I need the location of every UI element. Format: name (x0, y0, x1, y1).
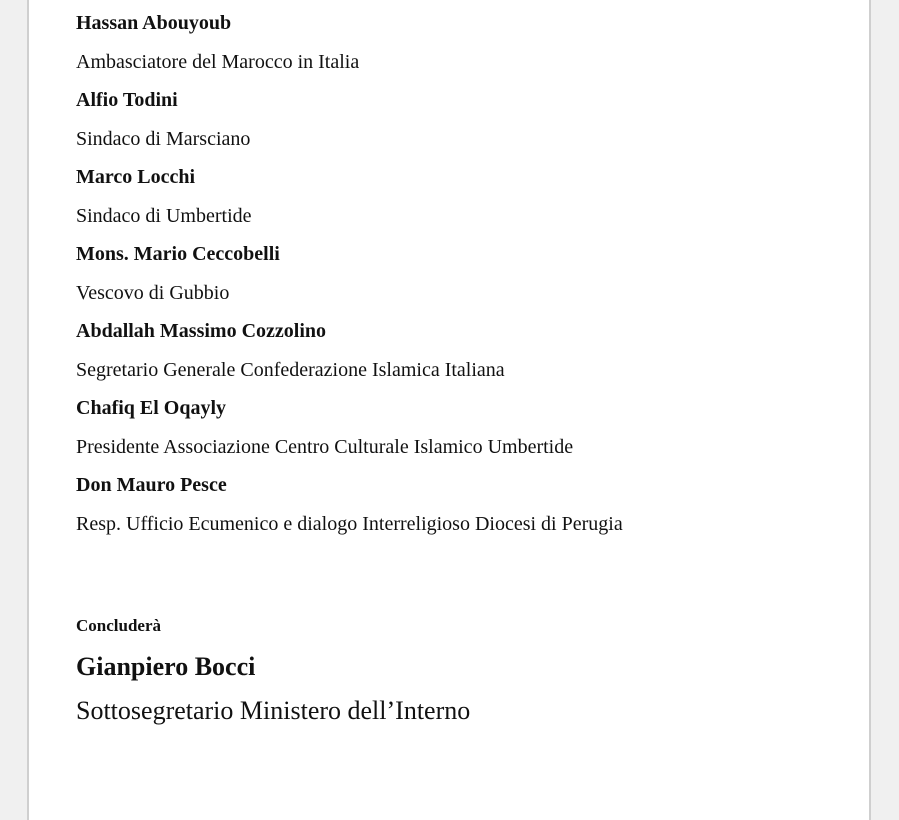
speaker-name: Hassan Abouyoub (76, 12, 232, 34)
speaker-role: Segretario Generale Confederazione Islamica Italiana (76, 358, 505, 381)
speaker-entry (76, 4, 849, 81)
speaker-name: Chafiq El Oqayly (76, 397, 227, 419)
speaker-name: Mons. Mario Ceccobelli (76, 243, 280, 265)
speaker-entry (76, 312, 849, 389)
speaker-entry (76, 389, 849, 466)
speaker-name: Marco Locchi (76, 166, 196, 188)
closing-speaker-role: Sottosegretario Ministero dell’Interno (76, 696, 471, 725)
speaker-name: Don Mauro Pesce (76, 474, 227, 496)
speaker-entry (76, 81, 849, 158)
document-page (27, 0, 871, 820)
speaker-name: Abdallah Massimo Cozzolino (76, 320, 327, 342)
speaker-role: Sindaco di Umbertide (76, 204, 252, 227)
speaker-role: Sindaco di Marsciano (76, 127, 251, 150)
closing-speaker-name: Gianpiero Bocci (76, 652, 256, 681)
document-content (76, 4, 849, 725)
speaker-role: Presidente Associazione Centro Culturale Islamico Umbertide (76, 435, 574, 458)
speaker-entry (76, 158, 849, 235)
speaker-name: Alfio Todini (76, 89, 178, 111)
closing-label: Concluderà (76, 616, 161, 635)
speaker-role: Vescovo di Gubbio (76, 281, 230, 304)
speaker-entry (76, 235, 849, 312)
speaker-role: Ambasciatore del Marocco in Italia (76, 50, 360, 73)
speaker-entry (76, 466, 849, 543)
speaker-role: Resp. Ufficio Ecumenico e dialogo Interreligioso Diocesi di Perugia (76, 512, 623, 535)
speaker-list (76, 4, 849, 543)
